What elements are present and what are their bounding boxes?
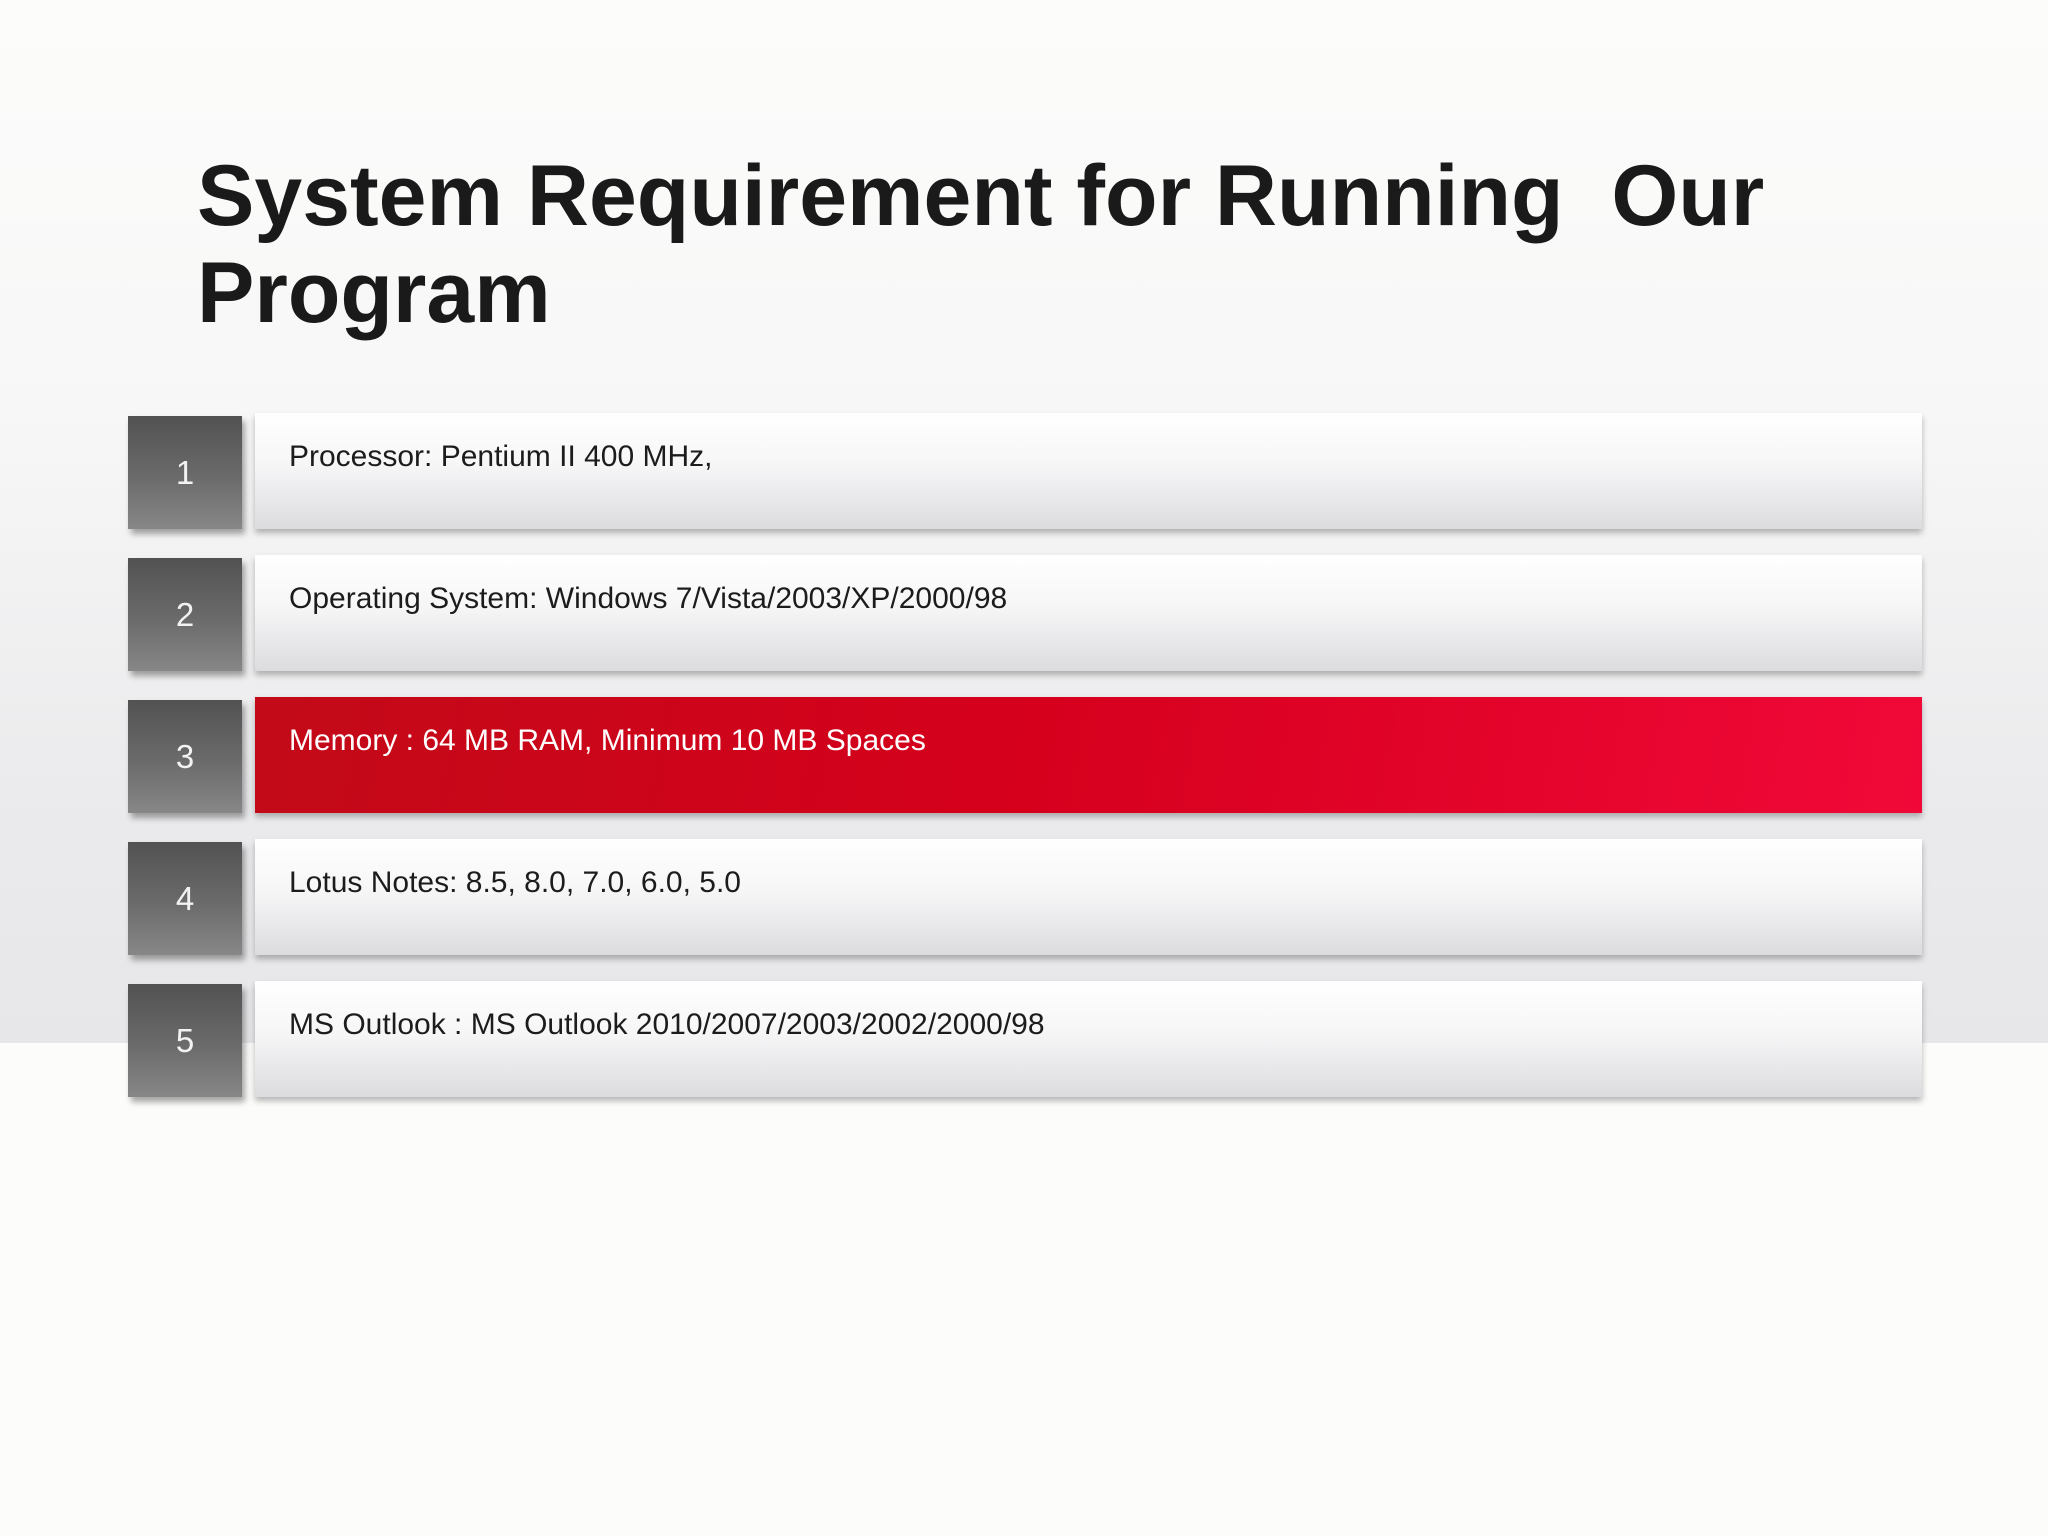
item-number-badge: 1 [128,416,242,529]
requirement-item-3 [128,697,1922,815]
item-number-badge: 3 [128,700,242,813]
requirement-item-2 [128,555,1922,673]
item-text: Memory : 64 MB RAM, Minimum 10 MB Spaces [289,724,926,757]
item-text: Operating System: Windows 7/Vista/2003/XP/2000/98 [289,582,1008,615]
item-number-badge: 2 [128,558,242,671]
item-number-badge: 5 [128,984,242,1097]
item-number-badge: 4 [128,842,242,955]
item-text: Processor: Pentium II 400 MHz, [289,440,713,473]
requirement-item-5 [128,981,1922,1099]
item-text: Lotus Notes: 8.5, 8.0, 7.0, 6.0, 5.0 [289,866,741,899]
requirement-item-4 [128,839,1922,957]
requirements-list [128,413,1922,1123]
item-text: MS Outlook : MS Outlook 2010/2007/2003/2002/2000/98 [289,1008,1045,1041]
slide-title: System Requirement for Running Our Program [197,148,1789,341]
requirement-item-1 [128,413,1922,531]
